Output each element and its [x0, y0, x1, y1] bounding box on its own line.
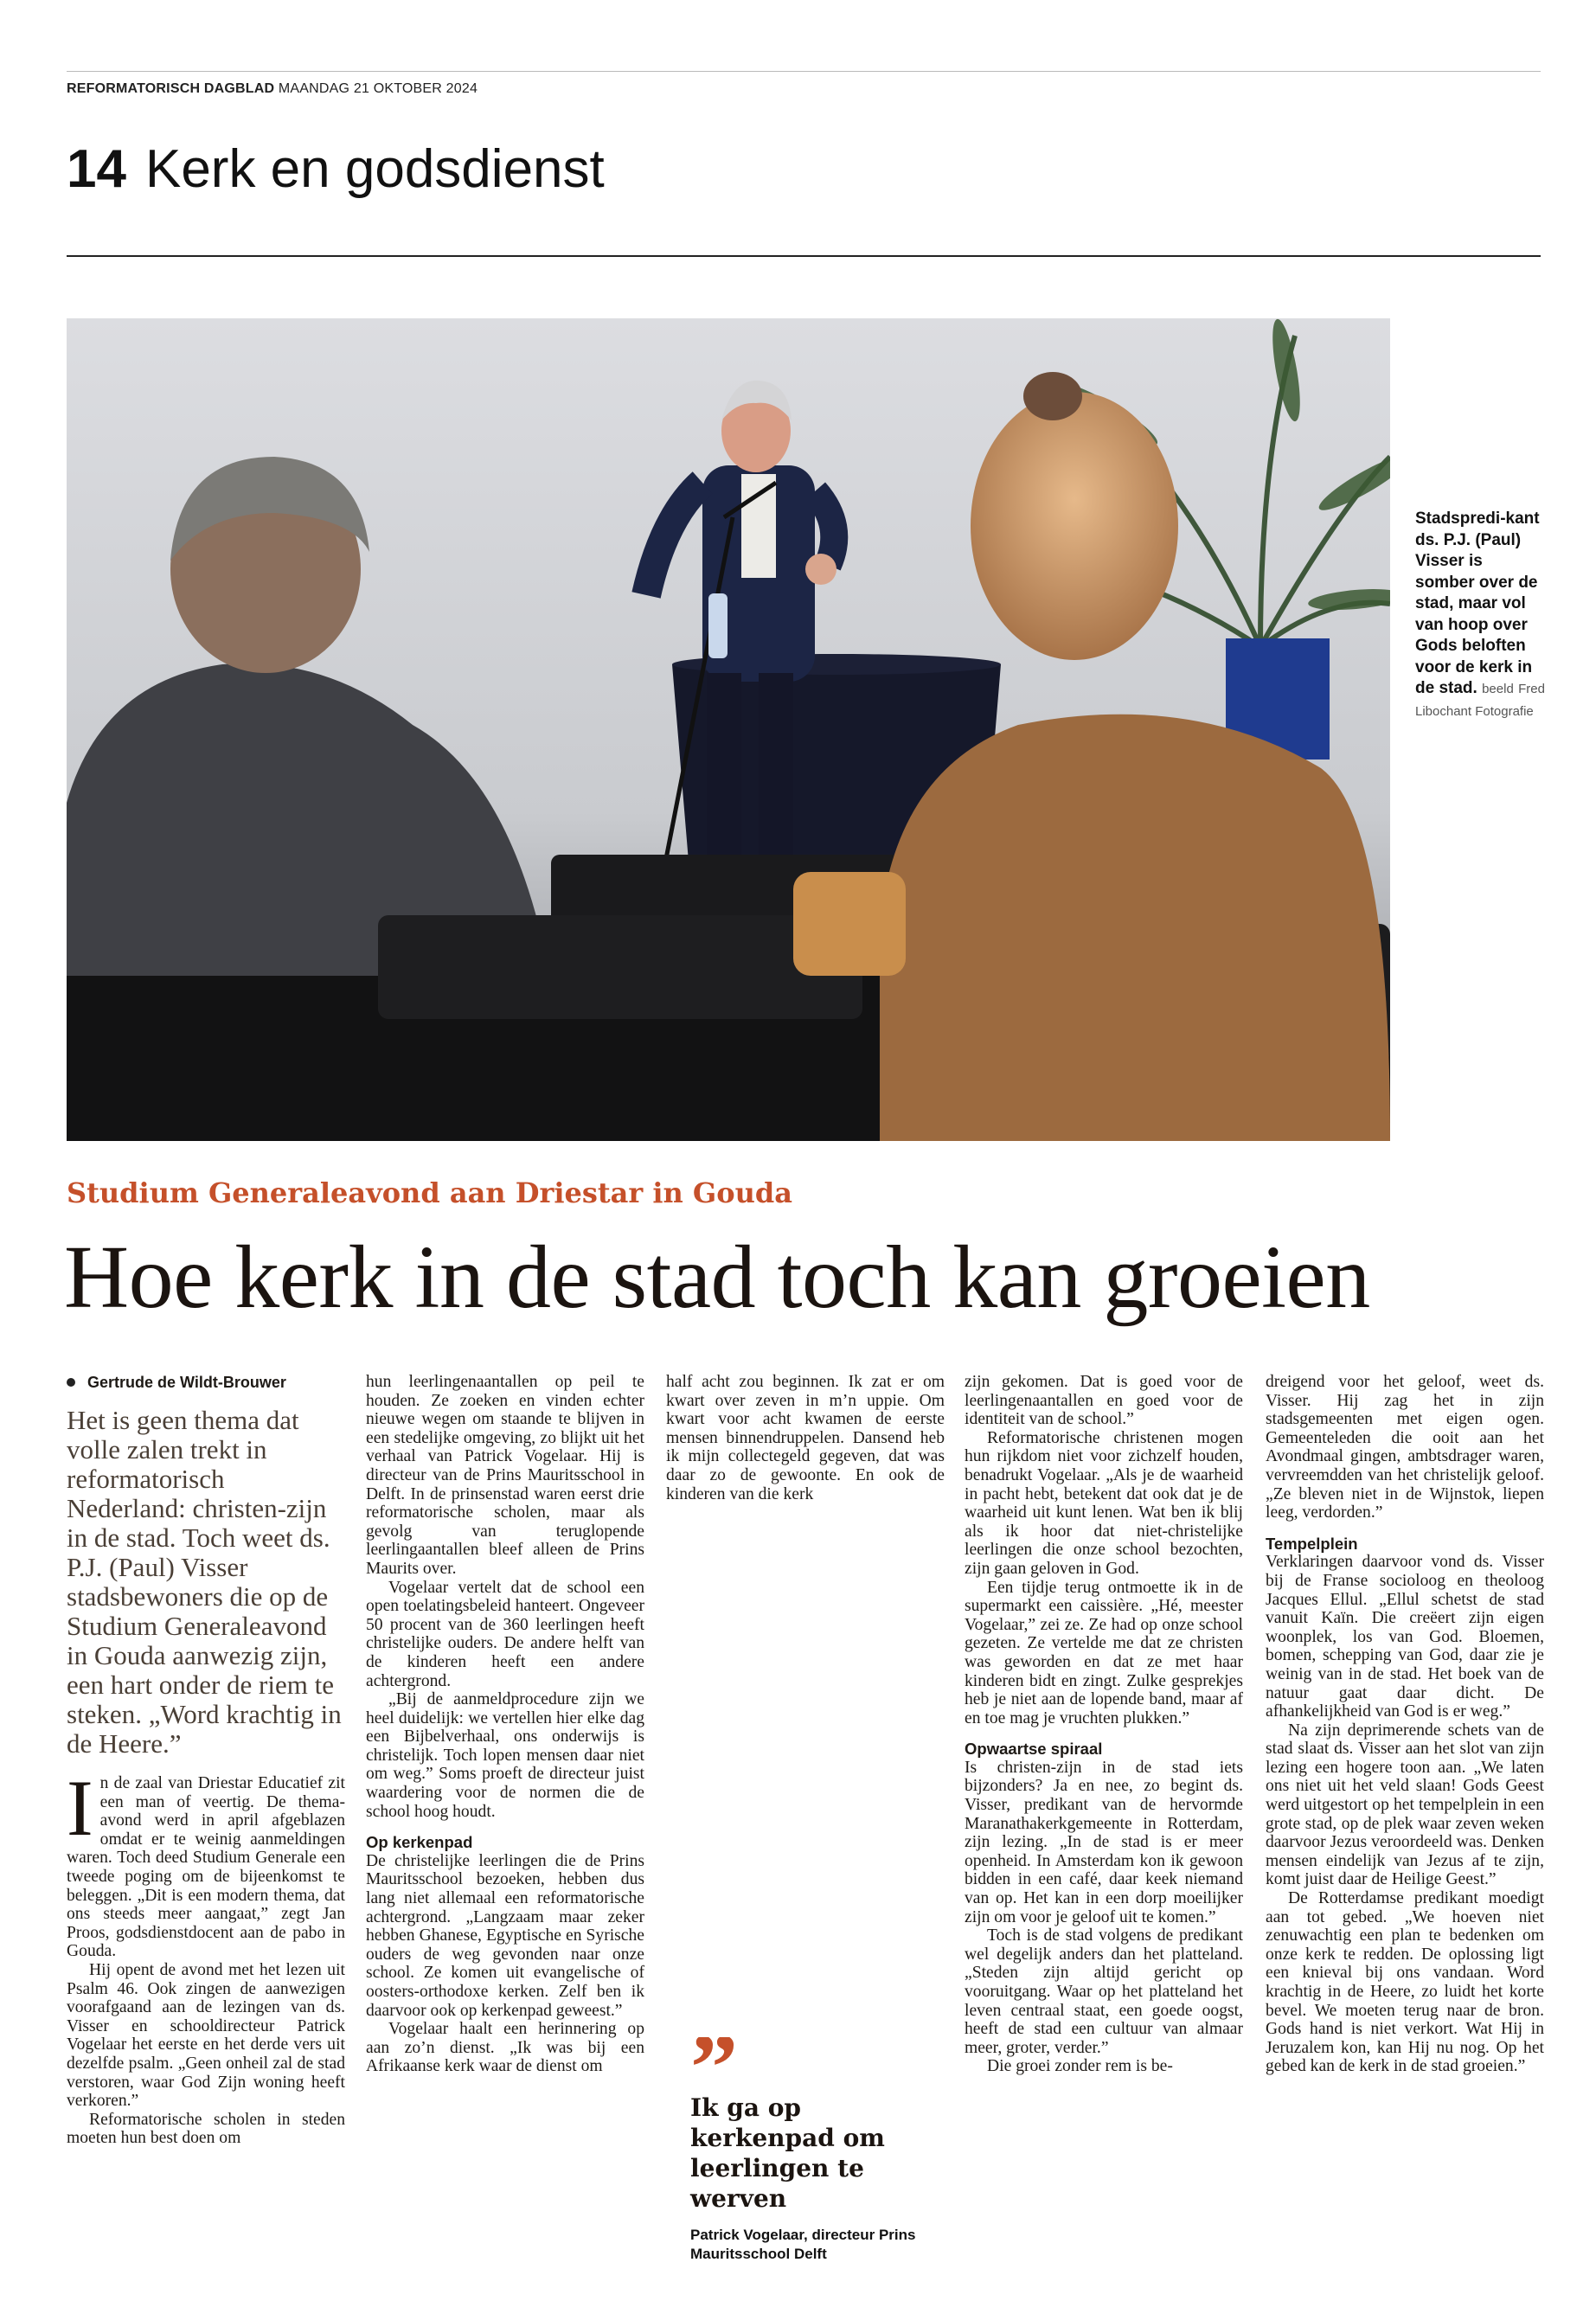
- body-paragraph: dreigend voor het geloof, weet ds. Visser. Hij zag het in zijn stadsgemeenten met eigen ogen. Gemeenteleden die ooit aan het Avondmaal gingen, ambtsdrager waren, vervreemdden van het christelijk geloof. „Ze bleven niet in de Wijnstok, liepen leeg, verdorden.”: [1266, 1373, 1544, 1522]
- body-paragraph: Die groei zonder rem is be-: [987, 2057, 1173, 2076]
- column-3: [666, 1373, 945, 1503]
- kicker: Studium Generaleavond aan Driestar in Gouda: [67, 1176, 792, 1209]
- body-paragraph: Toch is de stad volgens de predikant wel degelijk anders dan het platteland. „Steden zijn altijd gericht op vooruitgang. Waar op het platteland het leven centraal staat, een goede oogst, heeft de stad een cultuur van almaar meer, groter, verder.”: [965, 1926, 1243, 2057]
- lead-photo: [67, 318, 1390, 1141]
- body-paragraph: Na zijn deprimerende schets van de stad slaat ds. Visser aan het slot van zijn lezing een hogere toon aan. „We laten ons niet uit het veld slaan! Gods Geest werd uitgestort op het tempelplein in een grote stad, op de plek waar zeven weken daarvoor Jezus veroordeeld was. Denken mensen eindelijk van Jezus af te zijn, komt juist daar de Heilige Geest.”: [1266, 1721, 1544, 1889]
- pull-quote-attribution: Patrick Vogelaar, directeur Prins Mauritsschool Delft: [690, 2227, 916, 2262]
- top-rule: [67, 71, 1541, 72]
- bullet-icon: [67, 1378, 75, 1387]
- dropcap: I: [67, 1764, 93, 1852]
- caption-credit: Fred Libochant Fotografie: [1415, 682, 1545, 719]
- subheading: Opwaartse spiraal: [965, 1740, 1103, 1759]
- page-number: 14: [67, 139, 126, 199]
- body-paragraph: Vogelaar vertelt dat de school een open toelatingsbeleid hanteert. Ongeveer 50 procent van de 360 leerlingen heeft christelijke ouders. De andere helft van de kinderen heeft een andere achtergrond.: [366, 1578, 644, 1690]
- photo-caption: [1415, 509, 1545, 722]
- body-paragraph: „Bij de aanmeldprocedure zijn we heel duidelijk: we vertellen hier elke dag een Bijbelverhaal, ons onderwijs is christelijk. Toch lopen mensen daar niet om weg.” Soms proeft de directeur juist waardering voor de normen die de school hoog houdt.: [366, 1690, 644, 1821]
- body-paragraph: zijn gekomen. Dat is goed voor de leerlingenaantallen en goed voor de identiteit van de school.”: [965, 1373, 1243, 1429]
- body-paragraph: De christelijke leerlingen die de Prins Mauritsschool bezoeken, hebben dus lang niet allemaal een reformatorische achtergrond. „Langzaam maar zeker hebben Ghanese, Egyptische en Syrische ouders de weg gevonden naar onze school. Ze komen uit evangelische of oosters-orthodoxe kerken. Zelf ben ik daarvoor ook op kerkenpad geweest.”: [366, 1851, 644, 2020]
- caption-text: Stadspredi-kant ds. P.J. (Paul) Visser is somber over de stad, maar vol van hoop over Gods beloften voor de kerk in de stad.: [1415, 510, 1540, 697]
- body-paragraph: hun leerlingenaantallen op peil te houden. Ze zoeken en vinden echter nieuwe wegen om staande te blijven in een stedelijke omgeving, zo blijkt uit het verhaal van Patrick Vogelaar. Hij is directeur van de Prins Mauritsschool in Delft. In de prinsenstad waren eerst drie reformatorische scholen, maar als gevolg van teruglopende leerlingaantallen bleef alleen de Prins Maurits over.: [366, 1373, 644, 1578]
- column-5: [1266, 1373, 1544, 2076]
- body-paragraph: Reformatorische scholen in steden moeten hun best doen om: [67, 2110, 345, 2148]
- pull-quote-text: Ik ga op kerkenpad om leerlingen te werven: [690, 2093, 885, 2213]
- caption-credit-prefix: beeld: [1482, 682, 1514, 696]
- pull-quote: [690, 2037, 950, 2264]
- body-paragraph: Vogelaar haalt een herinnering op aan zo’n dienst. „Ik was bij een Afrikaanse kerk waar de dienst om: [366, 2020, 644, 2076]
- body-paragraph: Verklaringen daarvoor vond ds. Visser bij de Franse socioloog en theoloog Jacques Ellul. „Ellul schetst de stad vanuit Kaïn. Die creëert zijn eigen woonplek, los van God. Bloemen, bomen, schepping van God, daar zie je weinig van in de stad. Het boek van de natuur gaat daar dicht. De afhankelijkheid van God is er weg.”: [1266, 1553, 1544, 1721]
- column-1: [67, 1373, 345, 2148]
- body-paragraph: Is christen-zijn in de stad iets bijzonders? Ja en nee, zo begint ds. Visser, predikant van de hervormde Maranathakerkgemeente in Rotterdam, zijn lezing. „In de stad is er meer openheid. In Amsterdam kon ik gewoon bidden in een café, daar keek niemand van op. Het kan in een dorp moeilijker zijn om voor je geloof uit te komen.”: [965, 1758, 1243, 1926]
- first-paragraph: [67, 1764, 345, 1961]
- body-paragraph: Een tijdje terug ontmoette ik in de supermarkt een caissière. „Hé, meester Vogelaar,” zei ze. Ze had op onze school gezeten. Ze vertelde me dat ze christen was geworden en dat ze met haar kinderen bidt en zingt. Zulke gesprekjes heb je niet aan de lopende band, maar af en toe mag je vruchten plukken.”: [965, 1578, 1243, 1727]
- body-paragraph: half acht zou beginnen. Ik zat er om kwart over zeven in m’n uppie. Om kwart voor acht kwamen de eerste mensen binnendruppelen. Dansend heb ik mijn collectegeld gegeven, dat was daar zo de gewoonte. En ook de kinderen van die kerk: [666, 1373, 945, 1503]
- section-header: [67, 138, 605, 208]
- intro-paragraph: Het is geen thema dat volle zalen trekt in reformatorisch Nederland: christen-zijn in de stad. Toch weet ds. P.J. (Paul) Visser stadsbewoners die op de Studium Generaleavond in Gouda aanwezig zijn, een hart onder de riem te steken. „Word krachtig in de Heere.”: [67, 1405, 342, 1759]
- body-paragraph: n de zaal van Driestar Educatief zit een man of veertig. De thema-avond werd in april afgeblazen omdat er te weinig aanmeldingen waren. Toch deed Studium Generale een tweede poging om de bijeenkomst te beleggen. „Dit is een modern thema, dat ons steeds meer aangaat,” zegt Jan Proos, godsdienstdocent aan de pabo in Gouda.: [67, 1774, 345, 1961]
- byline: [67, 1373, 345, 1392]
- subheading: Op kerkenpad: [366, 1833, 473, 1852]
- body-paragraph: De Rotterdamse predikant moedigt aan tot gebed. „We hoeven niet zenuwachtig een plan te bedenken om onze kerk te redden. De oplossing ligt een knieval bij ons vandaan. Word krachtig in de Heere, zo luidt het korte bevel. We moeten terug naar de bron. Gods hand is niet verkort. Wat Hij in Jeruzalem kon, kan Hij nu nog. Op het gebed kan de kerk in de stad groeien.”: [1266, 1889, 1544, 2076]
- body-paragraph: Hij opent de avond met het lezen uit Psalm 46. Ook zingen de aanwezigen voorafgaand aan de lezingen van ds. Visser en schooldirecteur Patrick Vogelaar het eerste en het derde vers uit dezelfde psalm. „Geen onheil zal de stad verstoren, waar God Zijn woning heeft verkoren.”: [67, 1960, 345, 2111]
- subheading: Tempelplein: [1266, 1534, 1358, 1553]
- masthead: [67, 81, 478, 97]
- section-title: Kerk en godsdienst: [144, 139, 605, 199]
- column-2: [366, 1373, 644, 2076]
- section-rule: [67, 255, 1541, 257]
- author-name: Gertrude de Wildt-Brouwer: [87, 1374, 286, 1391]
- quote-mark-icon: [690, 2037, 950, 2087]
- column-4: [965, 1373, 1243, 2076]
- body-paragraph: Reformatorische christenen mogen hun rijkdom niet voor zichzelf houden, benadrukt Vogelaar. „Als je de waarheid in pacht hebt, betekent dat ook dat je de waarheid uit kunt lenen. Wat ben ik blij als ik hoor dat niet-christelijke leerlingen die onze school bezochten, zijn gaan geloven in God.: [965, 1428, 1243, 1578]
- issue-date: MAANDAG 21 OKTOBER 2024: [278, 81, 478, 96]
- headline: Hoe kerk in de stad toch kan groeien: [64, 1227, 1370, 1327]
- paper-name: REFORMATORISCH DAGBLAD: [67, 81, 275, 96]
